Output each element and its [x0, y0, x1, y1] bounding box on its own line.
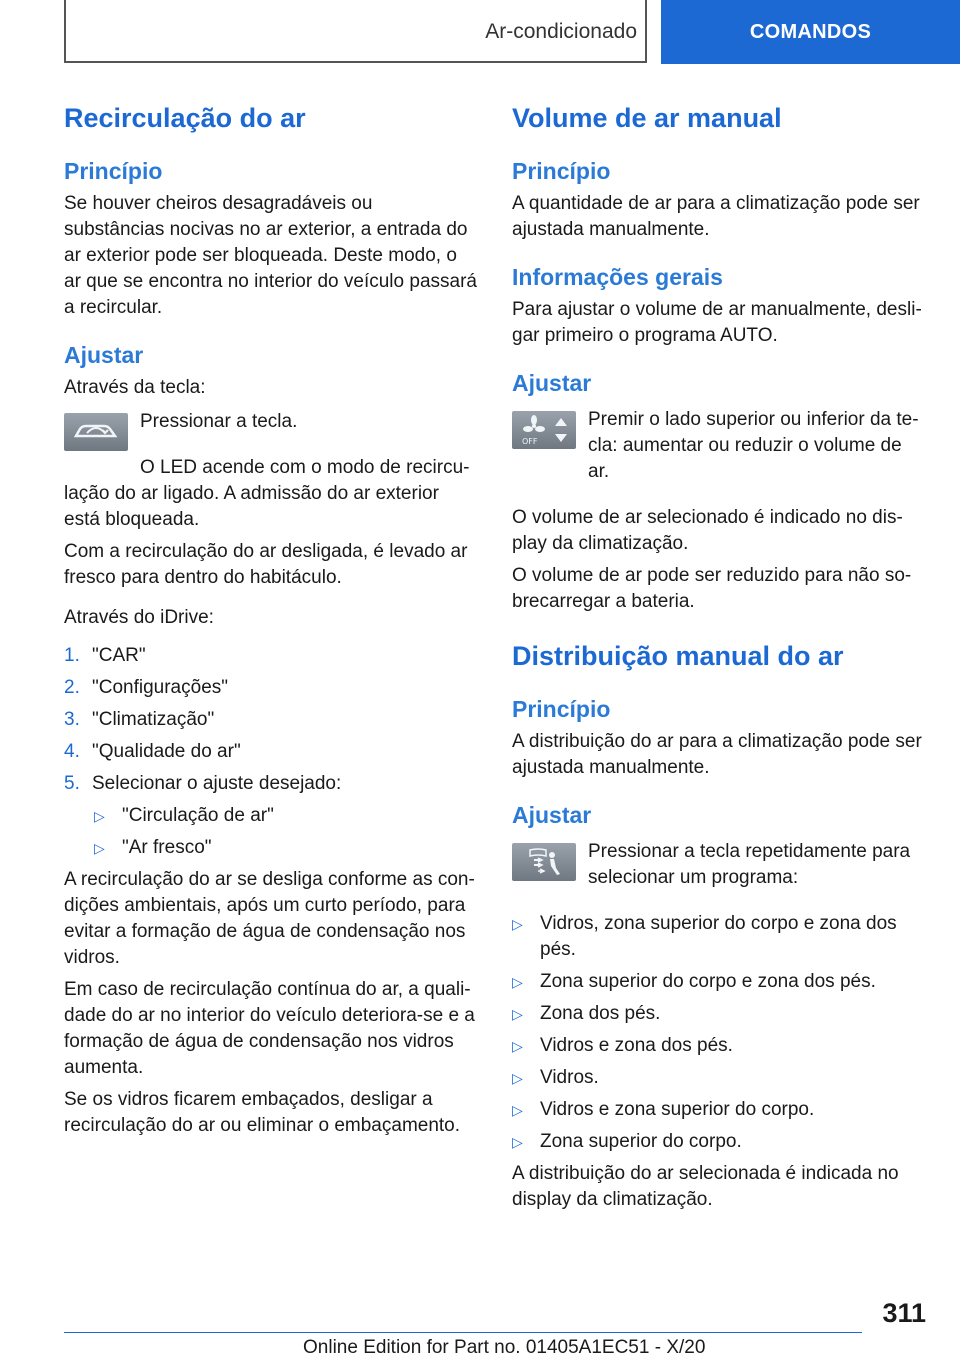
- volume-display-text: O volume de ar selecionado é indicado no display da climatização.: [512, 507, 903, 554]
- distribution-programs: [512, 911, 926, 1155]
- list-item: [512, 1001, 926, 1027]
- list-item: [512, 1033, 926, 1059]
- triangle-bullet-icon: ▷: [512, 916, 523, 932]
- left-column: [64, 95, 478, 1157]
- continuous-recirculation-text: Em caso de recirculação contínua do ar, a qualidade do ar no interior do veículo deteriora-se e a formação de água de condensação nos vidros aumenta.: [64, 979, 475, 1078]
- header-section-title: Ar-condicionado: [485, 19, 637, 43]
- distribution-key-row: [512, 839, 926, 897]
- principle-heading: Princípio: [512, 158, 611, 184]
- fogged-windows-text: Se os vidros ficarem embaçados, desligar a recirculação do ar ou eliminar o embaçamento.: [64, 1089, 461, 1136]
- air-volume-principle-section: [512, 155, 926, 243]
- step-number: 4.: [64, 741, 80, 762]
- step-number: 3.: [64, 709, 80, 730]
- general-info-heading: Informações gerais: [512, 264, 723, 290]
- list-item: [512, 911, 926, 963]
- idrive-steps: [64, 643, 478, 797]
- step-text: "CAR": [92, 645, 146, 666]
- program-text: Zona superior do corpo.: [540, 1131, 742, 1152]
- distribution-display-text: A distribuição do ar selecionada é indicada no display da climatização.: [512, 1163, 899, 1210]
- air-distribution-principle-section: [512, 693, 926, 781]
- step-text: Selecionar o ajuste desejado:: [92, 773, 342, 794]
- adjust-heading: Ajustar: [512, 802, 592, 828]
- principle-heading: Princípio: [512, 696, 611, 722]
- step-number: 5.: [64, 773, 80, 794]
- fan-key-row: [512, 407, 926, 491]
- air-distribution-adjust-section: [512, 799, 926, 1213]
- list-item: [64, 771, 478, 797]
- list-item: [94, 835, 478, 861]
- list-item: [64, 675, 478, 701]
- triangle-bullet-icon: ▷: [512, 1006, 523, 1022]
- distribution-adjust-text: Pressionar a tecla repetidamente para selecionar um programa:: [588, 841, 911, 888]
- adjust-heading: Ajustar: [64, 342, 144, 368]
- list-item: [64, 739, 478, 765]
- step-number: 2.: [64, 677, 80, 698]
- triangle-bullet-icon: ▷: [512, 1070, 523, 1086]
- list-item: [64, 707, 478, 733]
- air-volume-title: Volume de ar manual: [512, 103, 782, 133]
- header-chapter-tab[interactable]: COMANDOS: [661, 0, 960, 64]
- fresh-air-text: Com a recirculação do ar desligada, é levado ar fresco para dentro do habitáculo.: [64, 541, 468, 588]
- recirculation-key-icon: [64, 413, 128, 451]
- air-volume-adjust-section: [512, 367, 926, 615]
- principle-heading: Princípio: [64, 158, 163, 184]
- battery-text: O volume de ar pode ser reduzido para não sobrecarregar a bateria.: [512, 565, 912, 612]
- auto-off-text: A recirculação do ar se desliga conforme as condições ambientais, após um curto período, para evitar a formação de água de condensação nos vidros.: [64, 869, 475, 968]
- via-idrive-text: Através do iDrive:: [64, 607, 214, 628]
- program-text: Vidros, zona superior do corpo e zona dos pés.: [540, 913, 897, 960]
- led-text: O LED acende com o modo de recirculação do ar ligado. A admissão do ar exterior está bloqueada.: [64, 457, 470, 530]
- general-info-text: Para ajustar o volume de ar manualmente, desligar primeiro o programa AUTO.: [512, 299, 922, 346]
- footer-edition: [303, 1337, 705, 1359]
- list-item: [512, 1065, 926, 1091]
- list-item: [512, 1129, 926, 1155]
- general-info-section: [512, 261, 926, 349]
- adjust-heading: Ajustar: [512, 370, 592, 396]
- program-text: Vidros e zona superior do corpo.: [540, 1099, 815, 1120]
- fan-adjust-text: Premir o lado superior ou inferior da tecla: aumentar ou reduzir o volume de ar.: [588, 409, 919, 482]
- triangle-bullet-icon: ▷: [94, 808, 105, 824]
- principle-text: A distribuição do ar para a climatização pode ser ajustada manualmente.: [512, 731, 922, 778]
- fan-key-icon: [512, 411, 576, 449]
- program-text: Vidros e zona dos pés.: [540, 1035, 733, 1056]
- recirculation-title: Recirculação do ar: [64, 103, 306, 133]
- air-distribution-title: Distribuição manual do ar: [512, 641, 844, 671]
- triangle-bullet-icon: ▷: [512, 1038, 523, 1054]
- program-text: Zona dos pés.: [540, 1003, 661, 1024]
- program-text: Vidros.: [540, 1067, 599, 1088]
- list-item: [512, 1097, 926, 1123]
- right-column: [512, 95, 926, 1231]
- triangle-bullet-icon: ▷: [94, 840, 105, 856]
- key-press-text: Pressionar a tecla.: [140, 411, 298, 432]
- ajuste-options: [64, 803, 478, 861]
- edition-text: Online Edition for Part no. 01405A1EC51 - X/20: [303, 1337, 706, 1358]
- triangle-bullet-icon: ▷: [512, 1102, 523, 1118]
- triangle-bullet-icon: ▷: [512, 1134, 523, 1150]
- list-item: [512, 969, 926, 995]
- list-item: [94, 803, 478, 829]
- step-text: "Configurações": [92, 677, 229, 698]
- step-text: "Qualidade do ar": [92, 741, 241, 762]
- step-number: 1.: [64, 645, 80, 666]
- page-number: 311: [882, 1298, 926, 1328]
- principle-text: Se houver cheiros desagradáveis ou substâncias nocivas no ar exterior, a entrada do ar exterior pode ser bloqueada. Deste modo, o ar que se encontra no interior do veículo passará a recircular.: [64, 193, 477, 318]
- recirculation-principle-section: [64, 155, 478, 321]
- recirculation-key-row: [64, 409, 478, 451]
- step-text: "Climatização": [92, 709, 215, 730]
- option-text: "Circulação de ar": [122, 805, 274, 826]
- footer-divider: [64, 1332, 862, 1333]
- principle-text: A quantidade de ar para a climatização pode ser ajustada manualmente.: [512, 193, 920, 240]
- program-text: Zona superior do corpo e zona dos pés.: [540, 971, 876, 992]
- recirculation-adjust-section: [64, 339, 478, 1139]
- option-text: "Ar fresco": [122, 837, 212, 858]
- list-item: [64, 643, 478, 669]
- via-key-text: Através da tecla:: [64, 377, 206, 398]
- air-distribution-key-icon: [512, 843, 576, 881]
- fan-key-off-label: OFF: [522, 437, 538, 446]
- triangle-bullet-icon: ▷: [512, 974, 523, 990]
